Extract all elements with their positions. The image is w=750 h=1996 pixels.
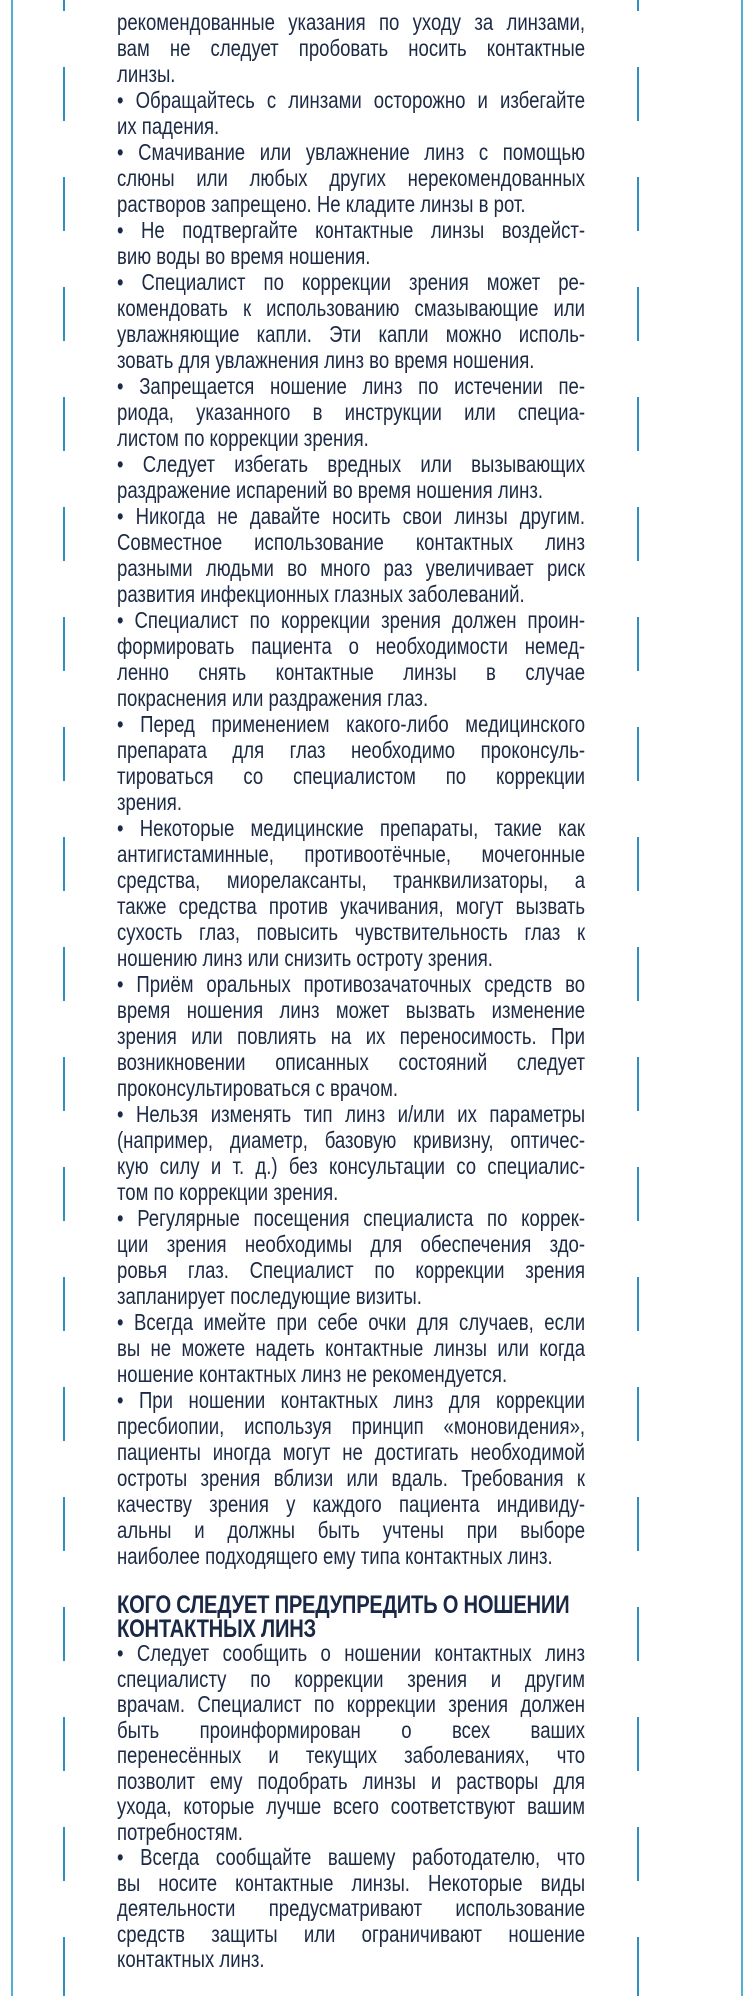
- text-line: запланирует последующие визиты.: [117, 1283, 422, 1309]
- text-line: ровья глаз. Специалист по коррекции зрения: [117, 1257, 586, 1283]
- text-line: ношение контактных линз не рекомендуется.: [117, 1361, 508, 1387]
- text-line: антигистаминные, противоотёчные, мочегонные: [117, 841, 586, 867]
- text-line: • Некоторые медицинские препараты, такие как: [117, 815, 586, 841]
- paragraph: [117, 1309, 585, 1387]
- text-line: быть проинформирован о всех ваших: [117, 1716, 586, 1743]
- text-line: проконсультироваться с врачом.: [117, 1075, 398, 1101]
- text-line: формировать пациента о необходимости немед-: [117, 633, 586, 659]
- paragraph: [117, 503, 585, 607]
- text-line: вию воды во время ношения.: [117, 243, 371, 269]
- text-line: • Всегда сообщайте вашему работодателю, что: [117, 1844, 586, 1870]
- text-line: покраснения или раздражения глаз.: [117, 685, 429, 711]
- text-line: • Смачивание или увлажнение линз с помощью: [117, 139, 586, 165]
- text-line: КОГО СЛЕДУЕТ ПРЕДУПРЕДИТЬ О НОШЕНИИ: [117, 1591, 570, 1619]
- text-line: потребностям.: [117, 1818, 243, 1845]
- text-line: • Обращайтесь с линзами осторожно и избегайте: [117, 87, 586, 113]
- paragraph: [117, 373, 585, 451]
- text-line: их падения.: [117, 113, 220, 139]
- text-line: • Запрещается ношение линз по истечении пе-: [117, 373, 586, 399]
- section-whom-to-inform: [117, 1593, 585, 1973]
- text-line: кую силу и т. д.) без консультации со специалис-: [117, 1153, 586, 1179]
- text-line: растворов запрещено. Не кладите линзы в рот.: [117, 191, 526, 217]
- text-line: слюны или любых других нерекомендованных: [117, 165, 586, 191]
- paragraph: [117, 1845, 585, 1973]
- text-line: вы не можете надеть контактные линзы или когда: [117, 1335, 586, 1361]
- text-line: ношению линз или снизить остроту зрения.: [117, 945, 493, 971]
- text-line: средств защиты или ограничивают ношение: [117, 1920, 586, 1947]
- text-line: развития инфекционных глазных заболеваний.: [117, 581, 525, 607]
- text-line: • Следует избегать вредных или вызывающих: [117, 451, 586, 477]
- text-line: зрения или повлиять на их переносимость. При: [117, 1023, 586, 1049]
- paragraph: [117, 139, 585, 217]
- text-line: • Специалист по коррекции зрения должен проин-: [117, 607, 586, 633]
- text-line: • При ношении контактных линз для коррекции: [117, 1387, 586, 1413]
- text-line: возникновении описанных состояний следует: [117, 1049, 586, 1075]
- text-line: линзы.: [117, 61, 176, 87]
- text-line: увлажняющие капли. Эти капли можно исполь-: [117, 321, 586, 347]
- section-care-instructions: [117, 9, 585, 1569]
- text-line: альны и должны быть учтены при выборе: [117, 1517, 586, 1543]
- text-line: КОНТАКТНЫХ ЛИНЗ: [117, 1615, 316, 1643]
- margin-dash-right: [637, 0, 639, 1996]
- text-line: вы носите контактные линзы. Некоторые виды: [117, 1869, 586, 1896]
- paragraph: [117, 1387, 585, 1569]
- text-line: врачам. Специалист по коррекции зрения должен: [117, 1691, 586, 1717]
- text-line: ции зрения необходимы для обеспечения здо-: [117, 1231, 586, 1257]
- text-line: • Приём оральных противозачаточных средств во: [117, 971, 586, 997]
- paragraph: [117, 451, 585, 503]
- text-line: качеству зрения у каждого пациента индивиду-: [117, 1491, 586, 1517]
- paragraph: [117, 711, 585, 815]
- text-line: сухость глаз, повысить чувствительность глаз к: [117, 919, 586, 945]
- page-border-right: [741, 0, 743, 1996]
- text-line: тироваться со специалистом по коррекции: [117, 763, 586, 789]
- text-line: также средства против укачивания, могут вызвать: [117, 893, 586, 919]
- section-heading: [117, 1593, 585, 1641]
- paragraph: [117, 1101, 585, 1205]
- text-line: специалисту по коррекции зрения и другим: [117, 1665, 586, 1692]
- paragraph: [117, 269, 585, 373]
- text-line: средства, миорелаксанты, транквилизаторы, а: [117, 867, 586, 893]
- text-line: • Никогда не давайте носить свои линзы другим.: [117, 503, 586, 529]
- text-line: препарата для глаз необходимо проконсуль-: [117, 737, 586, 763]
- text-line: риода, указанного в инструкции или специа-: [117, 399, 586, 425]
- text-line: • Перед применением какого-либо медицинского: [117, 711, 586, 737]
- text-line: остроты зрения вблизи или вдаль. Требования к: [117, 1465, 586, 1491]
- paragraph: [117, 9, 585, 87]
- text-line: том по коррекции зрения.: [117, 1179, 339, 1205]
- text-line: разными людьми во много раз увеличивает риск: [117, 555, 586, 581]
- paragraph: [117, 217, 585, 269]
- paragraph: [117, 815, 585, 971]
- text-line: • Не подтвергайте контактные линзы воздейст-: [117, 217, 586, 243]
- paragraph: [117, 971, 585, 1101]
- margin-dash-left: [63, 0, 65, 1996]
- text-line: зовать для увлажнения линз во время ношения.: [117, 347, 535, 373]
- paragraph: [117, 87, 585, 139]
- text-line: раздражение испарений во время ношения линз.: [117, 477, 544, 503]
- text-line: • Регулярные посещения специалиста по коррек-: [117, 1205, 586, 1231]
- text-line: вам не следует пробовать носить контактные: [117, 35, 586, 61]
- paragraph: [117, 1205, 585, 1309]
- text-line: (например, диаметр, базовую кривизну, оптичес-: [117, 1127, 586, 1153]
- paragraph: [117, 607, 585, 711]
- text-line: пресбиопии, используя принцип «моновидения»,: [117, 1413, 586, 1439]
- text-line: деятельности предусматривают использование: [117, 1895, 586, 1921]
- text-line: • Следует сообщить о ношении контактных линз: [117, 1640, 586, 1666]
- text-line: рекомендованные указания по уходу за линзами,: [117, 9, 586, 35]
- text-line: зрения.: [117, 789, 182, 815]
- text-line: • Нельзя изменять тип линз и/или их параметры: [117, 1101, 586, 1127]
- text-line: Совместное использование контактных линз: [117, 529, 586, 555]
- text-line: время ношения линз может вызвать изменение: [117, 997, 586, 1023]
- text-line: перенесённых и текущих заболеваниях, что: [117, 1742, 586, 1768]
- text-line: ухода, которые лучше всего соответствуют вашим: [117, 1793, 586, 1819]
- text-line: пациенты иногда могут не достигать необходимой: [117, 1439, 586, 1465]
- paragraph: [117, 1641, 585, 1845]
- text-line: комендовать к использованию смазывающие или: [117, 295, 586, 321]
- text-line: • Всегда имейте при себе очки для случаев, если: [117, 1309, 586, 1335]
- text-line: • Специалист по коррекции зрения может ре-: [117, 269, 586, 295]
- page-border-left: [11, 0, 13, 1996]
- text-line: наиболее подходящего ему типа контактных линз.: [117, 1543, 553, 1569]
- text-line: контактных линз.: [117, 1946, 265, 1972]
- text-line: листом по коррекции зрения.: [117, 425, 369, 451]
- text-line: ленно снять контактные линзы в случае: [117, 659, 586, 685]
- text-line: позволит ему подобрать линзы и растворы для: [117, 1767, 586, 1794]
